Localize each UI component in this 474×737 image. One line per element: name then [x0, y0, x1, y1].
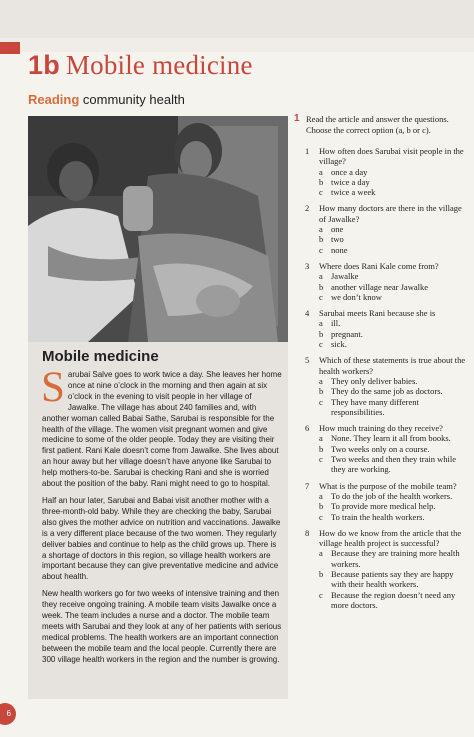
option-text: To train the health workers.: [331, 511, 425, 522]
option-text: twice a day: [331, 176, 370, 187]
question-5: [305, 355, 470, 417]
option-letter: b: [319, 328, 324, 339]
option-text: twice a week: [331, 187, 376, 198]
option-text: They have many different responsibilities.: [331, 396, 419, 417]
task-instruction: Read the article and answer the questions. Choose the correct option (a, b or c).: [306, 114, 449, 135]
question-number: 8: [305, 527, 310, 538]
task-number: 1: [294, 113, 300, 124]
answer-option-c[interactable]: [305, 245, 470, 255]
option-letter: a: [319, 548, 323, 559]
option-text: none: [331, 244, 348, 255]
question-number: 6: [305, 423, 310, 434]
answer-option-c[interactable]: [305, 454, 470, 475]
option-letter: a: [319, 490, 323, 501]
option-text: two: [331, 234, 344, 245]
question-text: How do we know from the article that the village health project is successful?: [319, 527, 462, 549]
question-text: What is the purpose of the mobile team?: [319, 480, 457, 491]
question-7: [305, 481, 470, 522]
question-text: Which of these statements is true about the health workers?: [319, 355, 466, 376]
option-text: sick.: [331, 339, 347, 350]
option-letter: a: [319, 375, 323, 386]
option-letter: b: [319, 281, 324, 292]
answer-option-a[interactable]: [305, 318, 470, 328]
article-paragraph-3: New health workers go for two weeks of intensive training and then they receive ongoing training. A mobile team visits Jawalke once a week. The team includes a nurse and a doctor. The mobile team meets with Sarubai and they look at any of her patients with serious medical problems. The health workers are an important connection between the mobile team and the local people. Currently there are 300 village health workers in the region and the number is growing.: [42, 589, 282, 664]
answer-option-c[interactable]: [305, 590, 470, 611]
answer-option-b[interactable]: [305, 444, 470, 454]
answer-option-c[interactable]: [305, 397, 470, 418]
option-text: ill.: [331, 318, 341, 329]
option-letter: c: [319, 396, 323, 407]
option-letter: c: [319, 589, 323, 600]
paragraph-1-text: arubai Salve goes to work twice a day. She leaves her home once at nine o’clock in the morning and then again at six o’clock in the evening to visit people in her village of Jawalke. The village has about 240 families and, with another woman called Babai Sathe, Sarubai is responsible for the health of the village. The women visit pregnant women and give medicine to some of the older people. Today they are visiting their first patient. Rani Kale doesn’t come from Jawalke. She lives about an hour away but her village doesn’t have anyone like Sarubai to help mothers-to-be. Sarubai is checking Rani and she is worried about the position of the baby. Rani might need to go to hospital.: [42, 370, 282, 489]
question-number: 1: [305, 146, 310, 156]
answer-option-a[interactable]: [305, 376, 470, 386]
option-letter: c: [319, 511, 323, 522]
answer-option-a[interactable]: [305, 491, 470, 501]
drop-cap: S: [41, 364, 65, 411]
answer-option-a[interactable]: [305, 271, 470, 281]
option-letter: a: [319, 433, 323, 444]
question-stem: [305, 261, 470, 271]
question-stem: [305, 423, 470, 433]
article-panel: [28, 342, 288, 699]
question-number: 4: [305, 308, 310, 319]
question-text: Where does Rani Kale come from?: [319, 260, 439, 271]
question-number: 2: [305, 203, 310, 214]
option-letter: c: [319, 454, 323, 465]
question-text: How many doctors are there in the village of Jawalke?: [319, 203, 462, 224]
question-4: [305, 308, 470, 349]
option-letter: a: [319, 318, 323, 329]
answer-option-b[interactable]: [305, 386, 470, 396]
article-paragraph-2: Half an hour later, Sarubai and Babai visit another mother with a three-month-old baby. While they are checking the baby, Sarubai also gives the mother advice on nutrition and vaccinations. Jawalke is a very different place because of the two women. They regularly deliver babies and continue to help as the child grows up. There is a shortage of doctors in this region, so village health workers are important because they can give preventative medicine and advice about health.: [42, 495, 281, 582]
option-text: another village near Jawalke: [331, 281, 428, 292]
option-letter: b: [319, 443, 324, 454]
answer-option-b[interactable]: [305, 329, 470, 339]
answer-option-c[interactable]: [305, 292, 470, 302]
option-text: Two weeks only on a course.: [331, 443, 430, 454]
option-letter: a: [319, 224, 323, 235]
option-letter: a: [319, 271, 323, 282]
option-text: once a day: [331, 166, 368, 177]
question-stem: [305, 146, 470, 167]
article-photo: [28, 116, 288, 342]
question-3: [305, 261, 470, 302]
answer-option-a[interactable]: [305, 224, 470, 234]
unit-color-tab: [0, 42, 20, 54]
page-title: [28, 50, 253, 81]
answer-option-b[interactable]: [305, 569, 470, 590]
option-text: Because the region doesn’t need any more doctors.: [331, 589, 456, 610]
answer-option-b[interactable]: [305, 501, 470, 511]
option-letter: b: [319, 234, 324, 245]
option-letter: b: [319, 501, 324, 512]
option-text: pregnant.: [331, 328, 363, 339]
question-2: [305, 203, 470, 254]
unit-title: Mobile medicine: [65, 50, 253, 80]
option-letter: b: [319, 386, 324, 397]
top-margin: [0, 0, 474, 40]
section-label: Reading: [28, 92, 80, 107]
question-stem: [305, 203, 470, 224]
option-text: They do the same job as doctors.: [331, 386, 443, 397]
answer-option-b[interactable]: [305, 177, 470, 187]
option-letter: c: [319, 291, 323, 302]
option-text: To do the job of the health workers.: [331, 490, 453, 501]
question-stem: [305, 355, 470, 376]
answer-option-a[interactable]: [305, 433, 470, 443]
option-letter: c: [319, 244, 323, 255]
question-number: 3: [305, 260, 310, 271]
unit-number: 1b: [28, 50, 60, 80]
question-number: 7: [305, 480, 310, 491]
option-letter: b: [319, 568, 324, 579]
question-text: How often does Sarubai visit people in the village?: [319, 146, 464, 167]
section-heading: [28, 92, 185, 107]
question-text: Sarubai meets Rani because she is: [319, 308, 436, 319]
option-text: Because patients say they are happy with their health workers.: [331, 568, 454, 590]
option-letter: b: [319, 176, 324, 187]
question-stem: [305, 308, 470, 318]
article-body: [41, 364, 282, 672]
option-text: To provide more medical help.: [331, 501, 436, 512]
question-stem: [305, 528, 470, 549]
answer-option-a[interactable]: [305, 548, 470, 569]
option-text: None. They learn it all from books.: [331, 433, 451, 444]
answer-option-b[interactable]: [305, 282, 470, 292]
article-title: Mobile medicine: [42, 348, 159, 365]
option-text: Because they are training more health workers.: [331, 548, 460, 569]
section-topic: community health: [82, 92, 185, 107]
option-text: we don’t know: [331, 291, 382, 302]
answer-option-b[interactable]: [305, 234, 470, 244]
article-paragraph-1: [41, 364, 282, 490]
answer-option-c[interactable]: [305, 187, 470, 197]
option-letter: a: [319, 166, 323, 177]
option-text: one: [331, 224, 344, 235]
option-text: Jawalke: [331, 271, 359, 282]
answer-option-a[interactable]: [305, 167, 470, 177]
option-letter: c: [319, 187, 323, 198]
question-8: [305, 528, 470, 610]
page-number: 6: [0, 703, 16, 725]
answer-option-c[interactable]: [305, 339, 470, 349]
question-stem: [305, 481, 470, 491]
question-1: [305, 146, 470, 197]
option-text: Two weeks and then they train while they are working.: [331, 454, 456, 475]
question-list: [305, 146, 470, 616]
answer-option-c[interactable]: [305, 512, 470, 522]
option-letter: c: [319, 339, 323, 350]
question-text: How much training do they receive?: [319, 423, 443, 434]
option-text: They only deliver babies.: [331, 375, 418, 386]
task-header: [294, 114, 466, 140]
question-6: [305, 423, 470, 474]
question-number: 5: [305, 355, 310, 366]
